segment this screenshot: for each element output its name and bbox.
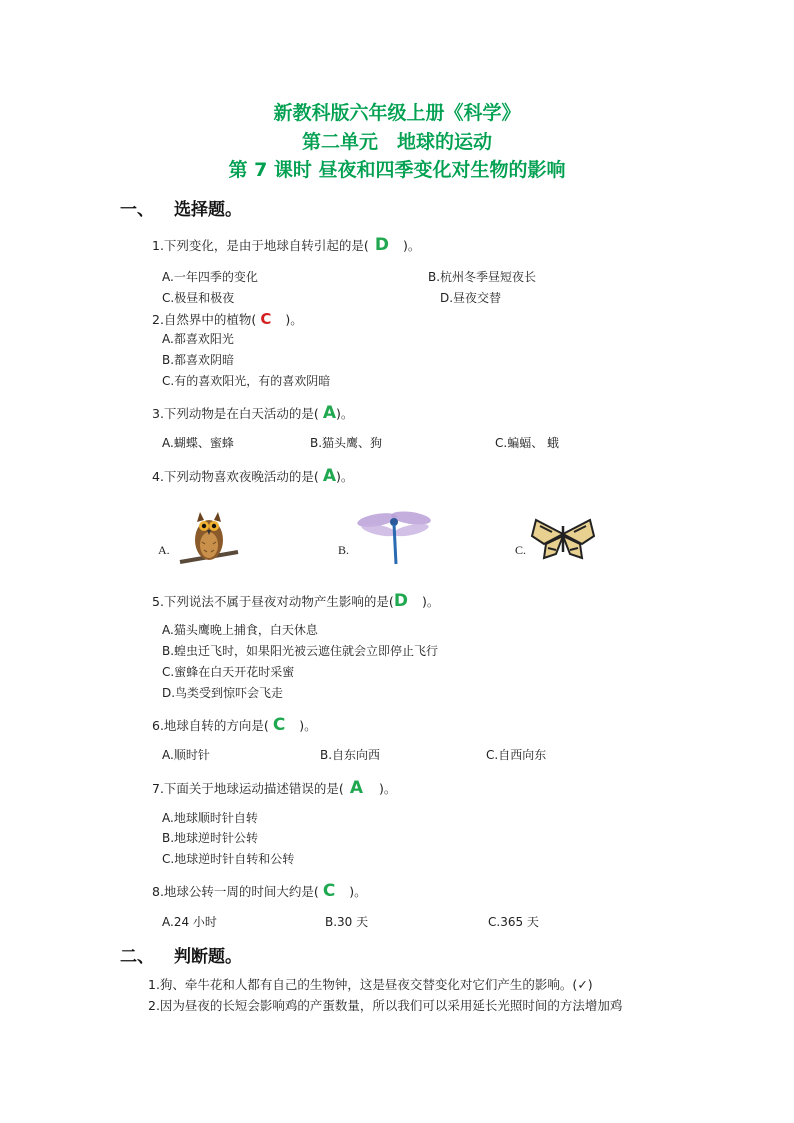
q3-option-a: A.蝴蝶、蜜蜂 bbox=[162, 436, 234, 450]
judgment-1 bbox=[148, 975, 593, 993]
dragonfly-image bbox=[355, 506, 433, 568]
question-3 bbox=[152, 403, 353, 423]
q4-image-label-a: A. bbox=[158, 543, 170, 557]
q6-option-a: A.顺时针 bbox=[162, 748, 210, 762]
question-4-answer: A bbox=[322, 466, 336, 486]
question-8-answer: C bbox=[322, 881, 336, 901]
question-7 bbox=[152, 778, 396, 798]
q5-option-b: B.蝗虫迁飞时，如果阳光被云遮住就会立即停止飞行 bbox=[162, 644, 439, 658]
title-line-3: 第 7 课时 昼夜和四季变化对生物的影响 bbox=[228, 159, 566, 181]
question-8 bbox=[152, 881, 367, 901]
question-3-close: )。 bbox=[335, 406, 354, 421]
q6-option-c: C.自西向东 bbox=[486, 748, 547, 762]
question-3-answer: A bbox=[322, 403, 336, 423]
q8-option-a: A.24 小时 bbox=[162, 915, 217, 929]
judgment-1-text: 1.狗、牵牛花和人都有自己的生物钟，这是昼夜交替变化对它们产生的影响。( bbox=[148, 977, 578, 992]
question-4 bbox=[152, 466, 353, 486]
q3-option-c: C.蝙蝠、 蛾 bbox=[495, 436, 560, 450]
question-4-close: )。 bbox=[335, 469, 354, 484]
question-1 bbox=[152, 235, 420, 255]
question-1-stem: 1.下列变化，是由于地球自转引起的是( bbox=[152, 238, 369, 253]
question-2-answer: C bbox=[260, 310, 272, 328]
q7-option-c: C.地球逆时针自转和公转 bbox=[162, 852, 295, 866]
q4-image-label-c: C. bbox=[515, 543, 527, 557]
section-2-number: 二、 bbox=[120, 947, 154, 967]
question-1-answer: D bbox=[374, 235, 389, 255]
butterfly-image bbox=[530, 514, 596, 564]
q4-image-label-b: B. bbox=[338, 543, 350, 557]
question-6-answer: C bbox=[272, 715, 286, 735]
q6-option-b: B.自东向西 bbox=[320, 748, 381, 762]
question-4-stem: 4.下列动物喜欢夜晚活动的是( bbox=[152, 469, 319, 484]
question-8-close: )。 bbox=[349, 884, 367, 899]
section-1-title: 选择题。 bbox=[174, 200, 242, 220]
title-line-2: 第二单元 地球的运动 bbox=[301, 131, 492, 153]
judgment-1-checkmark: ✓ bbox=[577, 977, 588, 992]
question-2-stem: 2.自然界中的植物( bbox=[152, 312, 257, 327]
question-7-stem: 7.下面关于地球运动描述错误的是( bbox=[152, 781, 344, 796]
title-line-1: 新教科版六年级上册《科学》 bbox=[273, 102, 521, 124]
q1-option-b: B.杭州冬季昼短夜长 bbox=[428, 270, 537, 284]
q2-option-c: C.有的喜欢阳光，有的喜欢阴暗 bbox=[162, 374, 331, 388]
judgment-2: 2.因为昼夜的长短会影响鸡的产蛋数量，所以我们可以采用延长光照时间的方法增加鸡 bbox=[148, 998, 623, 1013]
question-7-close: )。 bbox=[378, 781, 397, 796]
section-2-title: 判断题。 bbox=[174, 947, 242, 967]
question-7-answer: A bbox=[349, 778, 363, 798]
q2-option-b: B.都喜欢阴暗 bbox=[162, 353, 235, 367]
question-3-stem: 3.下列动物是在白天活动的是( bbox=[152, 406, 319, 421]
judgment-1-close: ) bbox=[587, 977, 593, 992]
question-2-close: )。 bbox=[285, 312, 303, 327]
section-1-number: 一、 bbox=[120, 200, 154, 220]
q5-option-c: C.蜜蜂在白天开花时采蜜 bbox=[162, 665, 295, 679]
section-1-heading bbox=[120, 195, 242, 220]
q8-option-c: C.365 天 bbox=[488, 915, 539, 929]
q5-option-d: D.鸟类受到惊吓会飞走 bbox=[162, 686, 284, 700]
q8-option-b: B.30 天 bbox=[325, 915, 369, 929]
question-6-close: )。 bbox=[299, 718, 317, 733]
question-5 bbox=[152, 591, 439, 611]
q5-option-a: A.猫头鹰晚上捕食，白天休息 bbox=[162, 623, 318, 637]
question-5-stem: 5.下列说法不属于昼夜对动物产生影响的是( bbox=[152, 594, 394, 609]
question-6 bbox=[152, 715, 317, 735]
question-1-close: )。 bbox=[402, 238, 421, 253]
q7-option-a: A.地球顺时针自转 bbox=[162, 811, 258, 825]
question-5-answer: D bbox=[393, 591, 408, 611]
question-6-stem: 6.地球自转的方向是( bbox=[152, 718, 269, 733]
q2-option-a: A.都喜欢阳光 bbox=[162, 332, 234, 346]
q7-option-b: B.地球逆时针公转 bbox=[162, 831, 259, 845]
q1-option-a: A.一年四季的变化 bbox=[162, 270, 258, 284]
q1-option-d: D.昼夜交替 bbox=[440, 291, 502, 305]
q3-option-b: B.猫头鹰、狗 bbox=[310, 436, 383, 450]
question-2 bbox=[152, 310, 303, 328]
section-2-heading bbox=[120, 942, 242, 967]
question-5-close: )。 bbox=[421, 594, 440, 609]
q1-option-c: C.极昼和极夜 bbox=[162, 291, 235, 305]
question-8-stem: 8.地球公转一周的时间大约是( bbox=[152, 884, 319, 899]
owl-image bbox=[178, 508, 240, 566]
